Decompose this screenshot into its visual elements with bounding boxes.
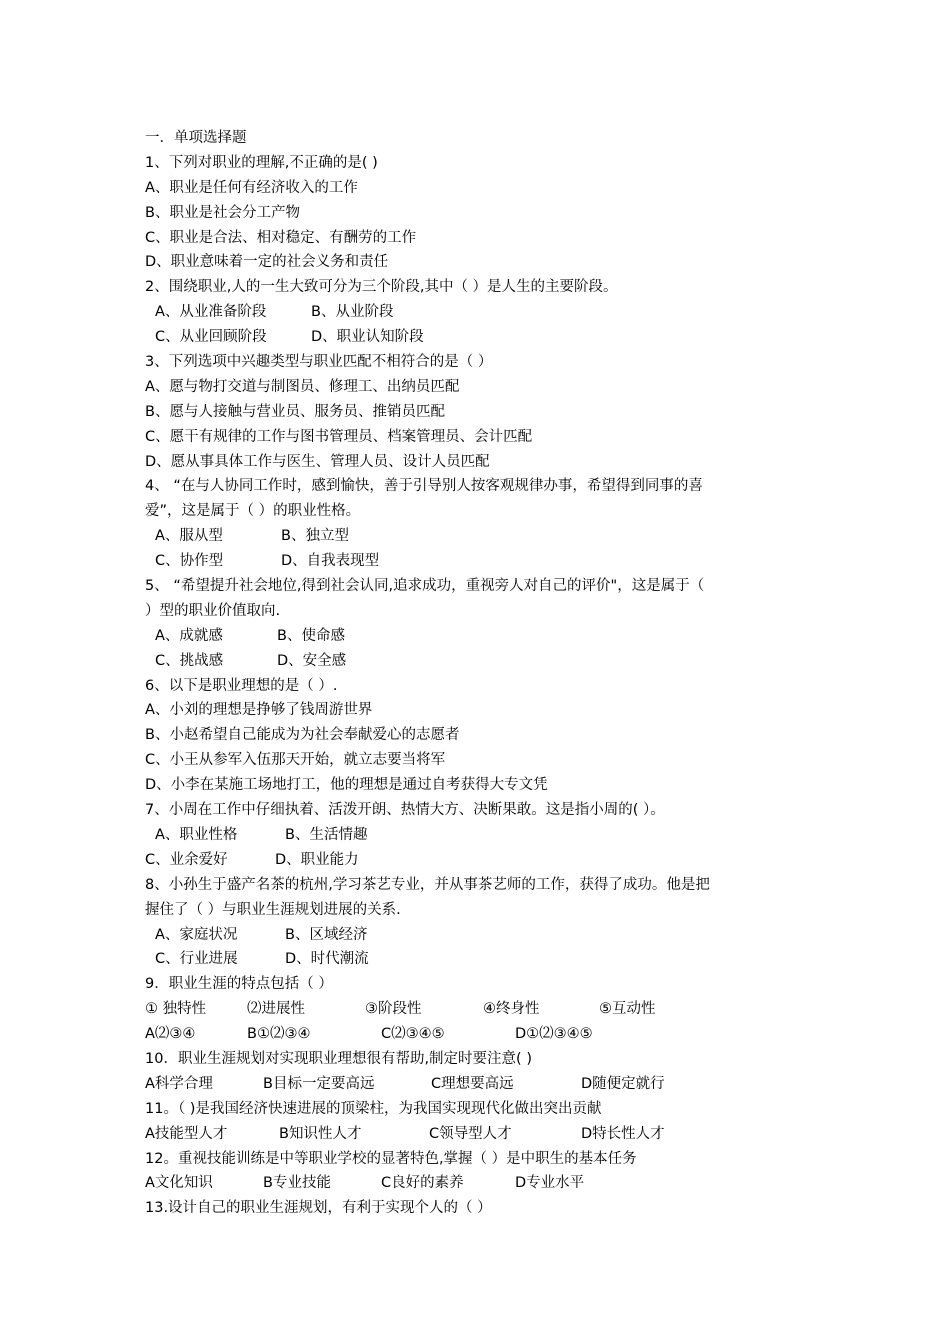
question-9-item-4: ④终身性 bbox=[483, 1001, 540, 1018]
question-2-option-d: D、职业认知阶段 bbox=[311, 329, 424, 346]
question-4-options-row-2 bbox=[145, 549, 815, 574]
question-1-option-d: D、职业意味着一定的社会义务和责任 bbox=[145, 254, 389, 271]
question-list bbox=[145, 126, 815, 1221]
question-3-stem: 3、下列选项中兴趣类型与职业匹配不相符合的是（ ） bbox=[145, 354, 493, 371]
question-9-option-c: C⑵③④⑤ bbox=[381, 1026, 445, 1043]
question-4-stem-line-1: 4、 “在与人协同工作时，感到愉快，善于引导别人按客观规律办事，希望得到同事的喜 bbox=[145, 478, 703, 495]
question-2-option-a: A、从业准备阶段 bbox=[155, 304, 267, 321]
question-6-option-d: D、小李在某施工场地打工，他的理想是通过自考获得大专文凭 bbox=[145, 777, 548, 794]
question-3-option-b: B、愿与人接触与营业员、服务员、推销员匹配 bbox=[145, 403, 445, 420]
question-1-option-c: C、职业是合法、相对稳定、有酬劳的工作 bbox=[145, 229, 417, 246]
question-7-option-b: B、生活情趣 bbox=[285, 826, 368, 843]
question-6-option-a: A、小刘的理想是挣够了钱周游世界 bbox=[145, 702, 373, 719]
question-10-option-c: C理想要高远 bbox=[431, 1075, 514, 1092]
question-5-option-d: D、安全感 bbox=[277, 652, 347, 669]
question-2-stem: 2、围绕职业,人的一生大致可分为三个阶段,其中（ ）是人生的主要阶段。 bbox=[145, 279, 618, 296]
question-8-option-a: A、家庭状况 bbox=[155, 926, 238, 943]
question-3-option-d: D、愿从事具体工作与医生、管理人员、设计人员匹配 bbox=[145, 453, 490, 470]
question-2-options-row-1 bbox=[145, 300, 815, 325]
question-12-option-d: D专业水平 bbox=[515, 1175, 585, 1192]
question-4-options-row-1 bbox=[145, 524, 815, 549]
question-12-option-a: A文化知识 bbox=[145, 1175, 213, 1192]
question-9-item-3: ③阶段性 bbox=[365, 1001, 422, 1018]
question-6-option-b: B、小赵希望自己能成为为社会奉献爱心的志愿者 bbox=[145, 727, 460, 744]
question-9-options-row bbox=[145, 1022, 815, 1047]
question-11-option-d: D特长性人才 bbox=[581, 1125, 665, 1142]
question-5-option-a: A、成就感 bbox=[155, 627, 223, 644]
question-2-options-row-2 bbox=[145, 325, 815, 350]
question-5-stem-line-1: 5、 “希望提升社会地位,得到社会认同,追求成功，重视旁人对自己的评价"，这是属于（ bbox=[145, 578, 705, 595]
question-9-stem: 9．职业生涯的特点包括（ ） bbox=[145, 976, 333, 993]
question-8-option-b: B、区域经济 bbox=[285, 926, 368, 943]
question-9-item-1: ① 独特性 bbox=[145, 1001, 207, 1018]
question-8-option-d: D、时代潮流 bbox=[285, 951, 369, 968]
question-5-option-b: B、使命感 bbox=[277, 627, 345, 644]
question-4-option-a: A、服从型 bbox=[155, 528, 223, 545]
question-10-option-b: B目标一定要高远 bbox=[263, 1075, 375, 1092]
question-4-option-c: C、协作型 bbox=[155, 553, 224, 570]
question-4-stem-line-2: 爱”，这是属于（ ）的职业性格。 bbox=[145, 503, 361, 520]
question-13-stem: 13.设计自己的职业生涯规划，有利于实现个人的（ ） bbox=[145, 1200, 492, 1217]
question-12-stem: 12。重视技能训练是中等职业学校的显著特色,掌握（ ）是中职生的基本任务 bbox=[145, 1150, 637, 1167]
question-11-option-c: C领导型人才 bbox=[429, 1125, 512, 1142]
question-9-items-row bbox=[145, 997, 815, 1022]
question-12-options-row bbox=[145, 1171, 815, 1196]
question-5-option-c: C、挑战感 bbox=[155, 652, 224, 669]
question-9-option-d: D①⑵③④⑤ bbox=[515, 1026, 593, 1043]
question-8-option-c: C、行业进展 bbox=[155, 951, 238, 968]
question-11-options-row bbox=[145, 1122, 815, 1147]
question-9-option-a: A⑵③④ bbox=[145, 1026, 196, 1043]
question-11-stem: 11。（ )是我国经济快速进展的顶梁柱，为我国实现现代化做出突出贡献 bbox=[145, 1100, 602, 1117]
question-7-stem: 7、小周在工作中仔细执着、活泼开朗、热情大方、决断果敢。这是指小周的( ）。 bbox=[145, 802, 665, 819]
question-2-option-b: B、从业阶段 bbox=[311, 304, 394, 321]
question-3-option-c: C、愿干有规律的工作与图书管理员、档案管理员、会计匹配 bbox=[145, 428, 533, 445]
question-10-option-a: A科学合理 bbox=[145, 1075, 213, 1092]
question-11-option-b: B知识性人才 bbox=[279, 1125, 362, 1142]
question-7-options-row-1 bbox=[145, 823, 815, 848]
question-2-option-c: C、从业回顾阶段 bbox=[155, 329, 267, 346]
question-5-options-row-1 bbox=[145, 624, 815, 649]
question-11-option-a: A技能型人才 bbox=[145, 1125, 228, 1142]
section-title: 一．单项选择题 bbox=[145, 130, 247, 146]
question-6-option-c: C、小王从参军入伍那天开始，就立志要当将军 bbox=[145, 752, 446, 769]
question-10-option-d: D随便定就行 bbox=[581, 1075, 665, 1092]
question-1-option-a: A、职业是任何有经济收入的工作 bbox=[145, 179, 358, 196]
question-7-option-a: A、职业性格 bbox=[155, 826, 238, 843]
question-5-options-row-2 bbox=[145, 649, 815, 674]
question-4-option-d: D、自我表现型 bbox=[281, 553, 380, 570]
question-8-stem-line-1: 8、小孙生于盛产名茶的杭州,学习茶艺专业，并从事茶艺师的工作，获得了成功。他是把 bbox=[145, 876, 710, 893]
question-9-option-b: B①⑵③④ bbox=[247, 1026, 311, 1043]
question-12-option-b: B专业技能 bbox=[263, 1175, 331, 1192]
question-9-item-2: ⑵进展性 bbox=[247, 1001, 305, 1018]
question-7-options-row-2 bbox=[145, 848, 815, 873]
question-1-stem: 1、下列对职业的理解,不正确的是( ) bbox=[145, 154, 378, 171]
question-3-option-a: A、愿与物打交道与制图员、修理工、出纳员匹配 bbox=[145, 378, 460, 395]
question-7-option-d: D、职业能力 bbox=[275, 851, 359, 868]
question-8-stem-line-2: 握住了（ ）与职业生涯规划进展的关系. bbox=[145, 901, 401, 918]
question-8-options-row-2 bbox=[145, 947, 815, 972]
question-8-options-row-1 bbox=[145, 923, 815, 948]
question-7-option-c: C、业余爱好 bbox=[145, 851, 228, 868]
question-12-option-c: C良好的素养 bbox=[381, 1175, 464, 1192]
question-4-option-b: B、独立型 bbox=[281, 528, 349, 545]
question-6-stem: 6、以下是职业理想的是（ ）. bbox=[145, 677, 338, 694]
question-10-options-row bbox=[145, 1072, 815, 1097]
question-10-stem: 10．职业生涯规划对实现职业理想很有帮助,制定时要注意( ) bbox=[145, 1050, 532, 1067]
question-5-stem-line-2: ）型的职业价值取向. bbox=[145, 602, 281, 619]
question-9-item-5: ⑤互动性 bbox=[599, 1001, 656, 1018]
question-1-option-b: B、职业是社会分工产物 bbox=[145, 204, 300, 221]
